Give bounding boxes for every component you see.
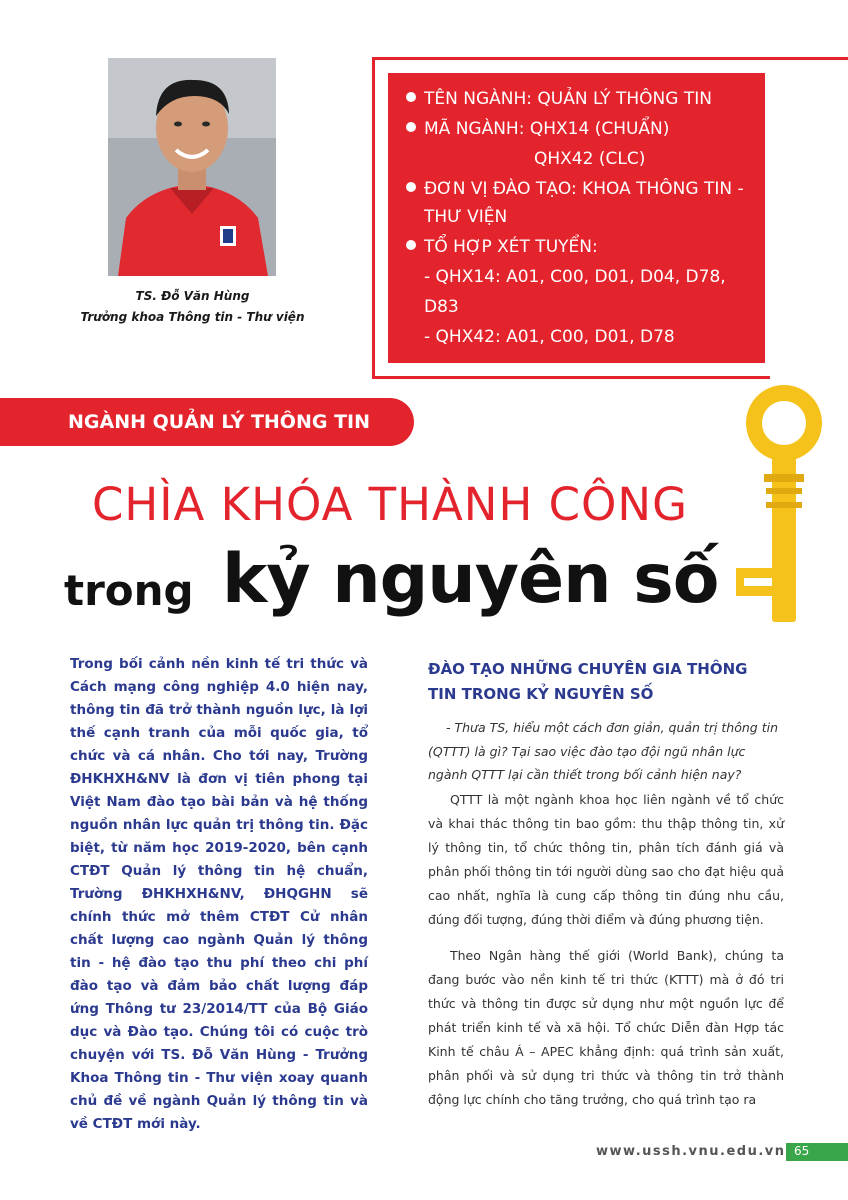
interview-question: - Thưa TS, hiểu một cách đơn giản, quản trị thông tin (QTTT) là gì? Tại sao việc đào tạo đội ngũ nhân lực ngành QTTT lại cần thiết trong bối cảnh hiện nay? bbox=[428, 720, 779, 782]
info-major-code: MÃ NGÀNH: QHX14 (CHUẨN) bbox=[406, 115, 669, 143]
info-major-name: TÊN NGÀNH: QUẢN LÝ THÔNG TIN bbox=[406, 85, 712, 113]
info-qhx42: - QHX42: A01, C00, D01, D78 bbox=[424, 327, 675, 347]
page-number-tab bbox=[786, 1143, 848, 1161]
portrait-illustration bbox=[108, 58, 276, 276]
portrait-photo bbox=[108, 58, 276, 276]
info-combinations: TỔ HỢP XÉT TUYỂN: bbox=[406, 233, 598, 261]
section-banner-text: NGÀNH QUẢN LÝ THÔNG TIN bbox=[68, 411, 370, 433]
article-paragraph-2: Theo Ngân hàng thế giới (World Bank), chúng ta đang bước vào nền kinh tế tri thức (KTTT) mà ở đó tri thức và thông tin được sử dụng như một nguồn lực để phát triển kinh tế và xã hội. Tổ chức Diễn đàn Hợp tác Kinh tế châu Á – APEC khẳng định: quá trình sản xuất, phân phối và sử dụng tri thức và thông tin trở thành động lực chính cho tăng trưởng, cho quá trình tạo ra bbox=[428, 948, 784, 1107]
headline-line-1: CHÌA KHÓA THÀNH CÔNG bbox=[92, 478, 688, 531]
infobox-frame-top bbox=[372, 57, 848, 60]
info-faculty-cont: THƯ VIỆN bbox=[424, 207, 508, 227]
section-banner bbox=[0, 398, 414, 446]
portrait-caption bbox=[70, 286, 315, 328]
bullet-icon bbox=[406, 240, 416, 250]
footer-url[interactable]: www.ussh.vnu.edu.vn bbox=[596, 1144, 786, 1159]
bullet-icon bbox=[406, 182, 416, 192]
lead-paragraph: Trong bối cảnh nền kinh tế tri thức và Cách mạng công nghiệp 4.0 hiện nay, thông tin đã trở thành nguồn lực, là lợi thế cạnh tranh của mỗi quốc gia, tổ chức và cá nhân. Cho tới nay, Trường ĐHKHXH&NV là đơn vị tiên phong tại Việt Nam đào tạo bài bản và hệ thống nguồn nhân lực quản trị thông tin. Đặc biệt, từ năm học 2019-2020, bên cạnh CTĐT Quản lý thông tin hệ chuẩn, Trường ĐHKHXH&NV, ĐHQGHN sẽ chính thức mở thêm CTĐT Cử nhân chất lượng cao ngành Quản lý thông tin - hệ đào tạo thu phí theo chi phí đào tạo và đảm bảo chất lượng đáp ứng Thông tư 23/2014/TT của Bộ Giáo dục và Đào tạo. Chúng tôi có cuộc trò chuyện với TS. Đỗ Văn Hùng - Trưởng Khoa Thông tin - Thư viện xoay quanh chủ đề về ngành Quản lý thông tin và về CTĐT mới này. bbox=[70, 656, 368, 1132]
info-major-code-clc: QHX42 (CLC) bbox=[534, 149, 646, 169]
info-faculty: ĐƠN VỊ ĐÀO TẠO: KHOA THÔNG TIN - bbox=[406, 175, 744, 203]
bullet-icon bbox=[406, 92, 416, 102]
key-icon bbox=[726, 378, 836, 628]
infobox-frame-left bbox=[372, 57, 375, 379]
info-qhx14: - QHX14: A01, C00, D01, D04, D78, bbox=[424, 267, 726, 287]
program-info-box bbox=[388, 73, 765, 363]
headline-line-2b: kỷ nguyên số bbox=[222, 540, 719, 619]
bullet-icon bbox=[406, 122, 416, 132]
caption-role: Trưởng khoa Thông tin - Thư viện bbox=[80, 310, 305, 324]
headline-line-2a: trong bbox=[64, 566, 194, 615]
page-number: 65 bbox=[794, 1144, 810, 1158]
article-paragraph-1: QTTT là một ngành khoa học liên ngành về tổ chức và khai thác thông tin bao gồm: thu thập thông tin, xử lý thông tin, tổ chức thông tin, phân tích đánh giá và phân phối thông tin tới người dùng sao cho đạt hiệu quả cao nhất, nghĩa là cung cấp thông tin đúng nhu cầu, đúng đối tượng, đúng thời điểm và đúng phương tiện. bbox=[428, 792, 784, 927]
caption-name: TS. Đỗ Văn Hùng bbox=[135, 289, 250, 303]
info-qhx14-cont: D83 bbox=[424, 297, 459, 317]
article-subheading: ĐÀO TẠO NHỮNG CHUYÊN GIA THÔNG TIN TRONG KỶ NGUYÊN SỐ bbox=[428, 660, 748, 703]
infobox-frame-bottom bbox=[372, 376, 770, 379]
